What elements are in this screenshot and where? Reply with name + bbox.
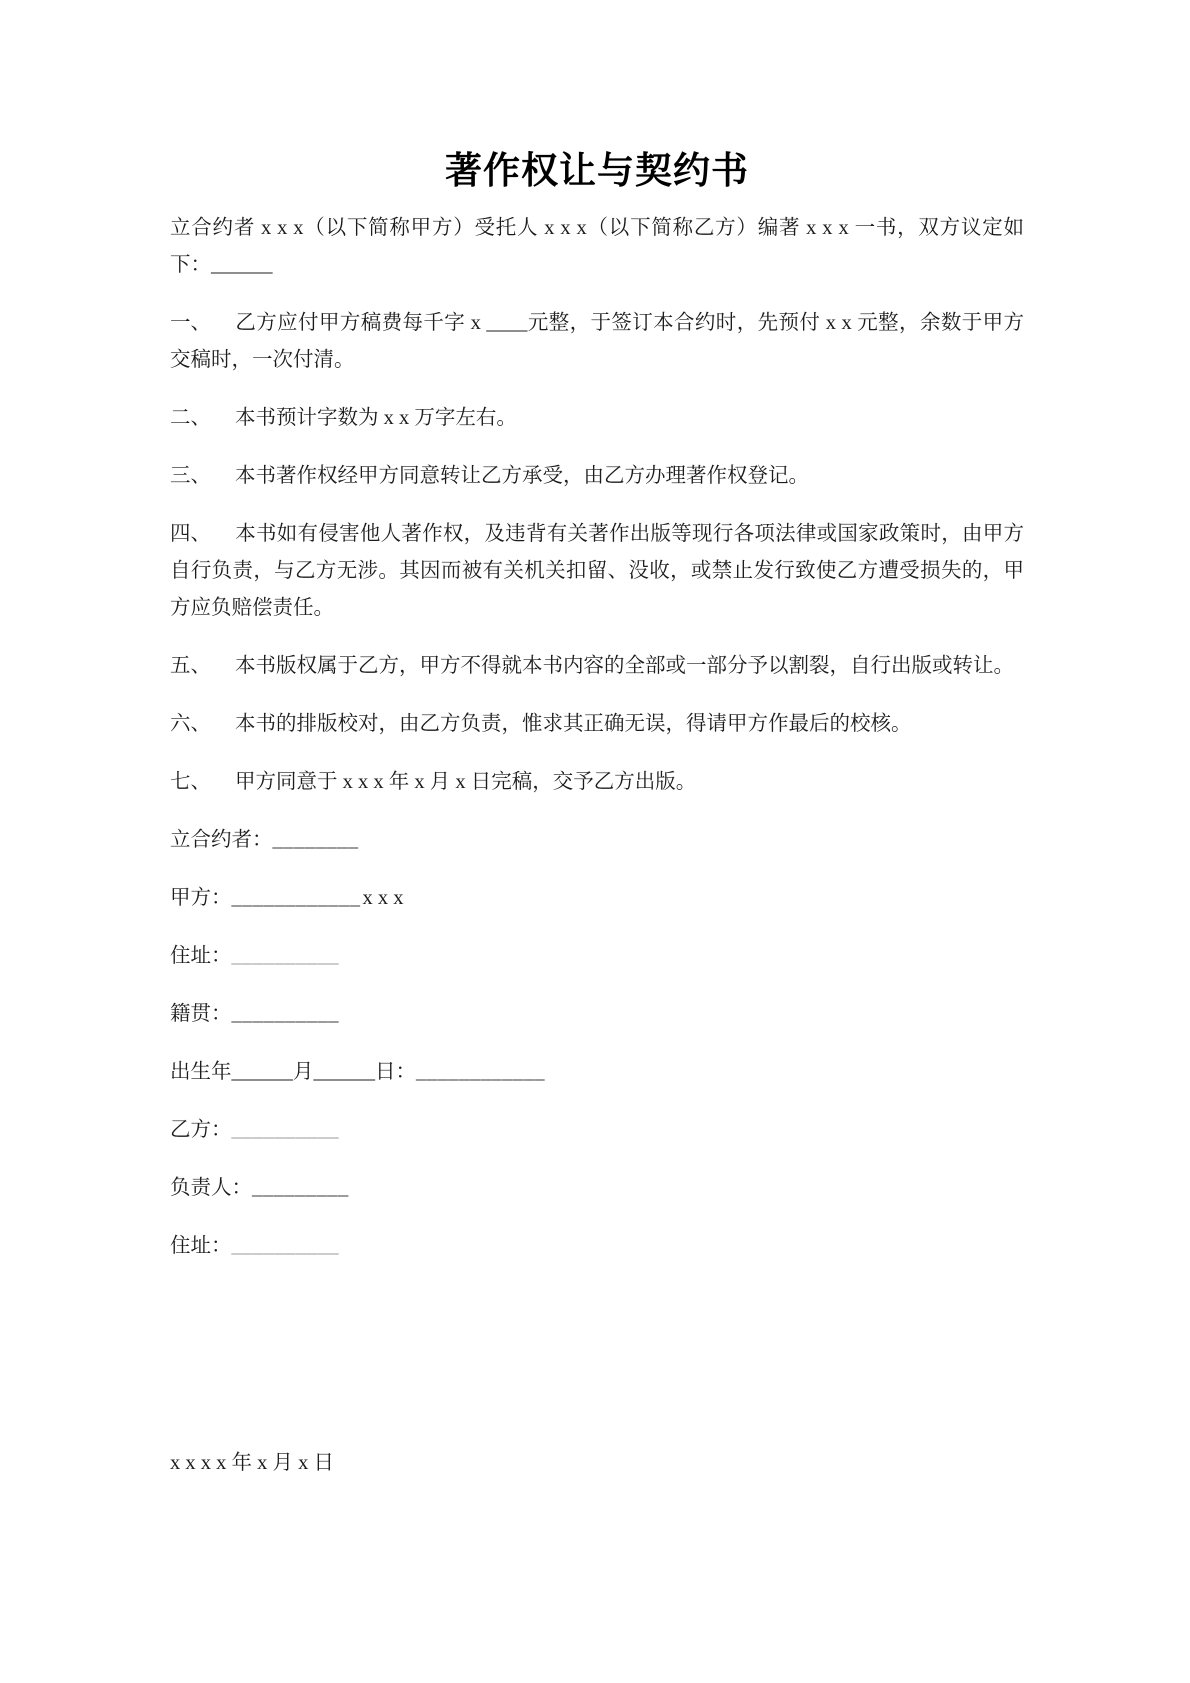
clause-4-text: 本书如有侵害他人著作权，及违背有关著作出版等现行各项法律或国家政策时，由甲方自行负责，与乙方无涉。其因而被有关机关扣留、没收，或禁止发行致使乙方遭受损失的，甲方应负赔偿责任。 [170, 523, 1024, 619]
clause-1-text: 乙方应付甲方稿费每千字 x ____元整，于签订本合约时，先预付 x x 元整，余数于甲方交稿时，一次付清。 [170, 312, 1024, 371]
address-b-label: 住址： [170, 1235, 232, 1257]
clause-2 [170, 400, 1024, 437]
clause-3-text: 本书著作权经甲方同意转让乙方承受，由乙方办理著作权登记。 [235, 465, 809, 487]
clause-2-number: 二、 [170, 407, 211, 429]
signature-row-responsible-person [170, 1170, 1024, 1207]
clause-4-number: 四、 [170, 523, 211, 545]
clause-6-text: 本书的排版校对，由乙方负责，惟求其正确无误，得请甲方作最后的校核。 [235, 713, 912, 735]
clause-1 [170, 305, 1024, 379]
clause-3-number: 三、 [170, 465, 211, 487]
clause-7-number: 七、 [170, 771, 211, 793]
contractor-label: 立合约者： [170, 829, 273, 851]
signature-row-native-place [170, 996, 1024, 1033]
clause-6-number: 六、 [170, 713, 211, 735]
party-a-label: 甲方： [170, 887, 232, 909]
signature-row-address-a [170, 938, 1024, 975]
intro-paragraph: 立合约者 x x x（以下简称甲方）受托人 x x x（以下简称乙方）编著 x x x 一书，双方议定如下：______ [170, 217, 1024, 276]
party-b-label: 乙方： [170, 1119, 232, 1141]
bottom-spacer [170, 1265, 1024, 1445]
native-place-label: 籍贯： [170, 1003, 232, 1025]
signature-row-party-a [170, 880, 1024, 917]
birth-date-label: 出生年______月______日： [170, 1061, 416, 1083]
signature-row-address-b [170, 1228, 1024, 1265]
responsible-person-label: 负责人： [170, 1177, 252, 1199]
responsible-person-blank-line: _________ [252, 1177, 349, 1199]
clause-5-text: 本书版权属于乙方，甲方不得就本书内容的全部或一部分予以割裂，自行出版或转让。 [235, 655, 1014, 677]
party-a-blank-line: ____________ [231, 887, 361, 909]
party-b-blank-line: __________ [231, 1119, 339, 1141]
native-place-blank-line: __________ [231, 1003, 339, 1025]
birth-date-blank-line: ____________ [416, 1061, 545, 1083]
signature-row-contractor [170, 822, 1024, 859]
clause-2-text: 本书预计字数为 x x 万字左右。 [235, 407, 517, 429]
clause-6 [170, 706, 1024, 743]
clause-3 [170, 458, 1024, 495]
signature-row-birth-date [170, 1054, 1024, 1091]
clause-7-text: 甲方同意于 x x x 年 x 月 x 日完稿，交予乙方出版。 [235, 771, 697, 793]
clause-5-number: 五、 [170, 655, 211, 677]
address-b-blank-line: __________ [231, 1235, 339, 1257]
clause-7 [170, 764, 1024, 801]
contractor-blank-line: ________ [272, 829, 359, 851]
address-a-label: 住址： [170, 945, 232, 967]
clause-4 [170, 516, 1024, 627]
clause-1-number: 一、 [170, 312, 211, 334]
document-title: 著作权让与契约书 [445, 151, 749, 192]
address-a-blank-line: __________ [231, 945, 339, 967]
party-a-name-placeholder: x x x [362, 887, 404, 909]
document-date-line: x x x x 年 x 月 x 日 [170, 1452, 334, 1474]
signature-row-party-b [170, 1112, 1024, 1149]
clause-5 [170, 648, 1024, 685]
